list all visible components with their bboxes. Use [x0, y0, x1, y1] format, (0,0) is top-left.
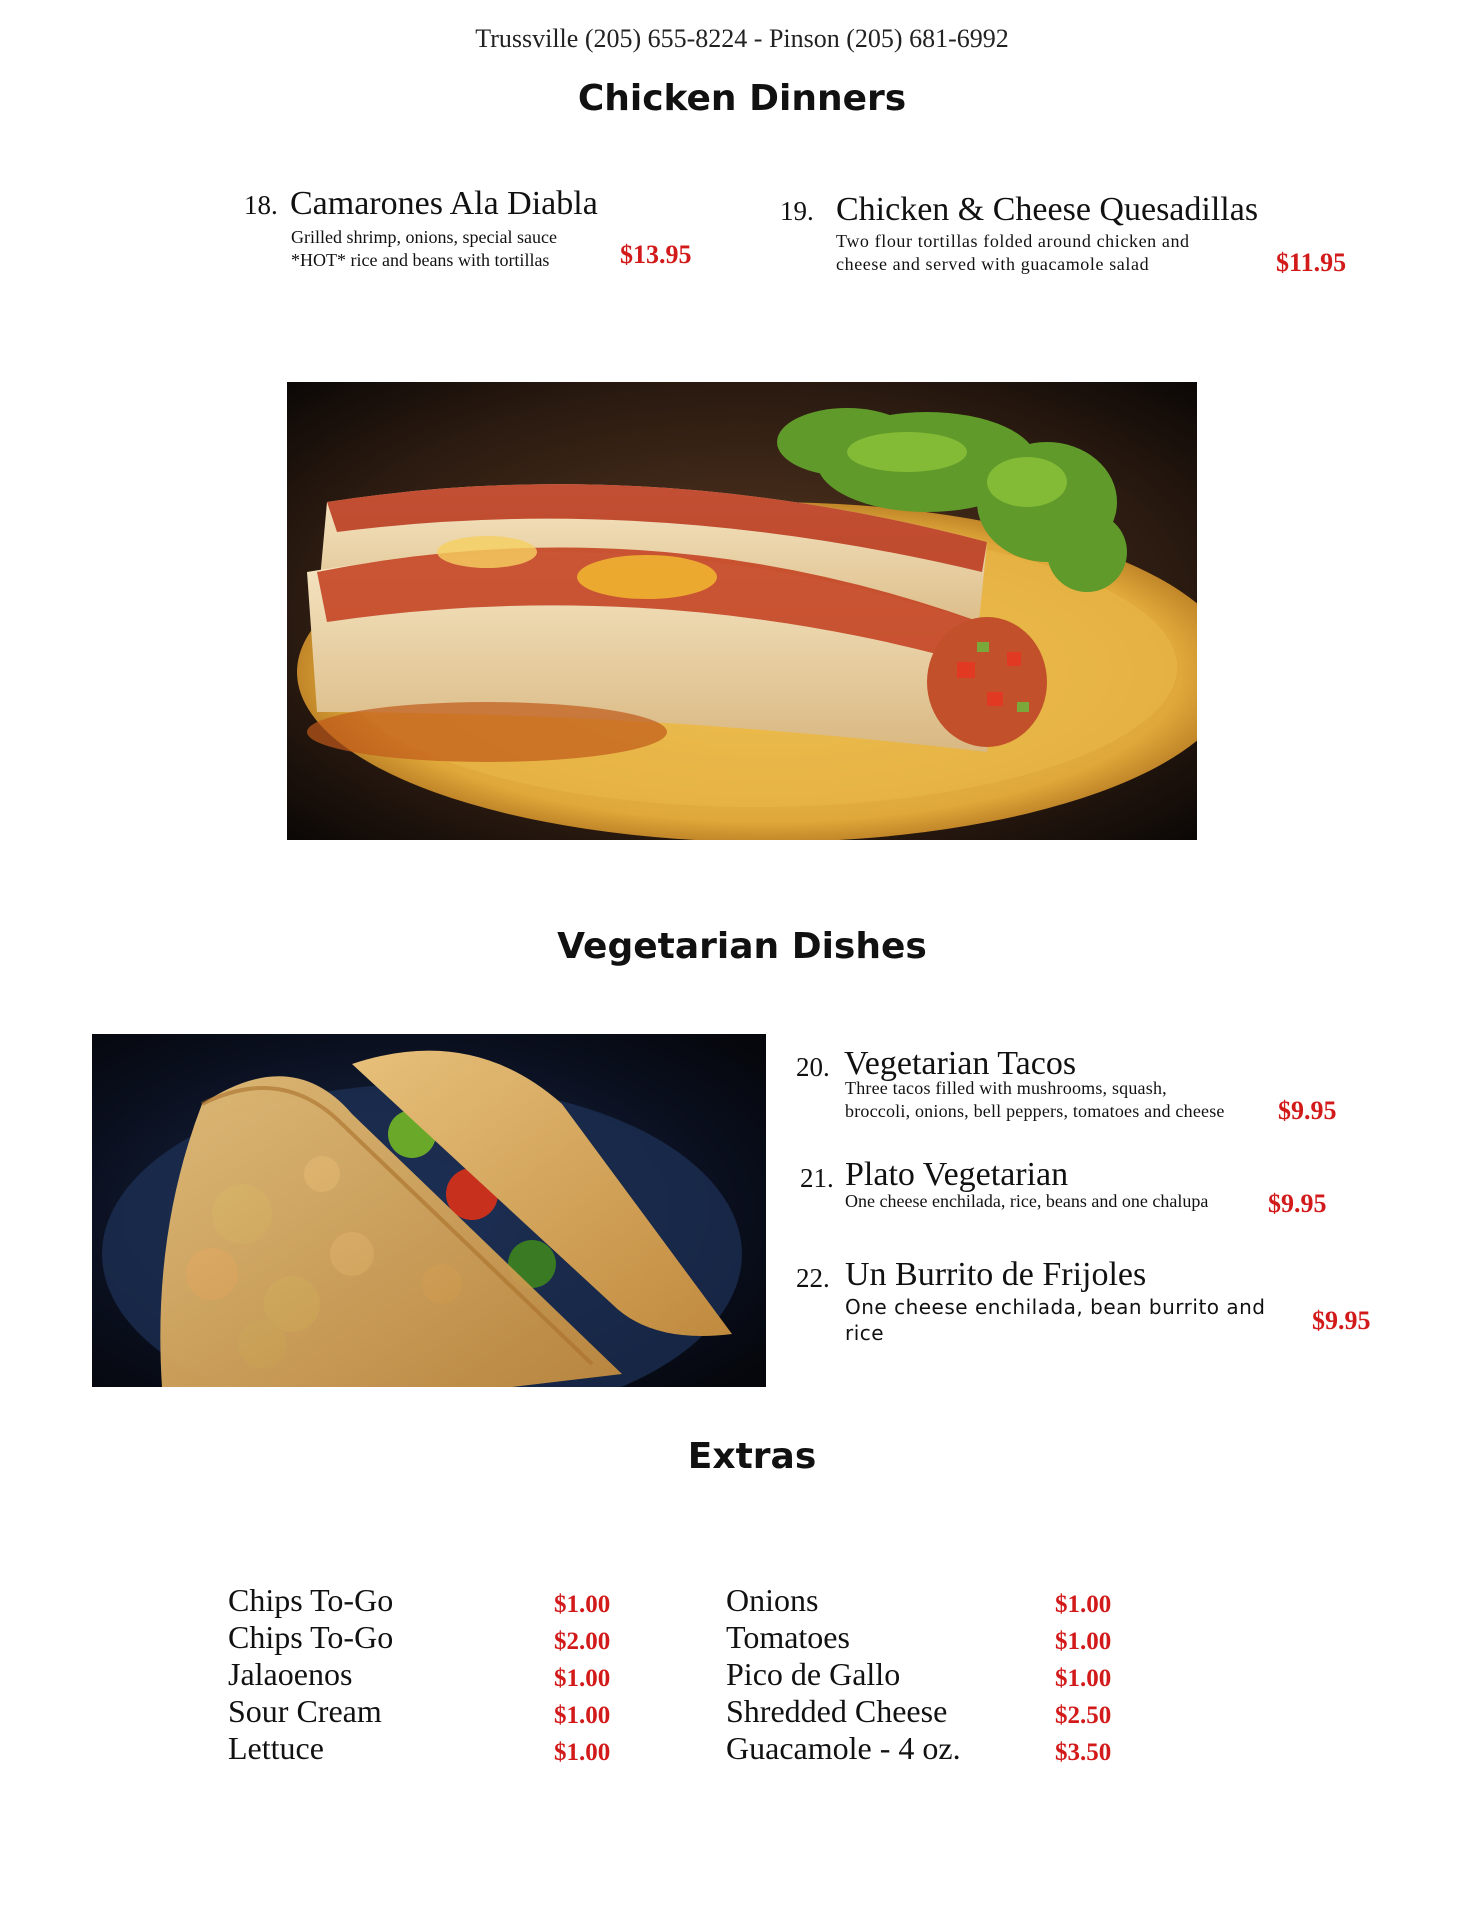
extra-item-name: Guacamole - 4 oz.	[726, 1730, 961, 1766]
extra-item-price: $1.00	[1055, 1665, 1112, 1692]
extra-item-name: Chips To-Go	[228, 1619, 394, 1655]
section-title-chicken: Chicken Dinners	[577, 78, 907, 119]
item-number: 19.	[780, 196, 814, 226]
extra-item-name: Tomatoes	[726, 1619, 850, 1655]
item-name: Chicken & Cheese Quesadillas	[836, 191, 1259, 228]
item-description: Three tacos filled with mushrooms, squash, broccoli, onions, bell peppers, tomatoes and cheese	[845, 1078, 1225, 1121]
enchiladas-photo	[287, 382, 1197, 840]
extra-item-price: $2.00	[554, 1628, 611, 1655]
item-description: One cheese enchilada, rice, beans and one chalupa	[845, 1191, 1209, 1211]
item-number: 20.	[796, 1052, 830, 1082]
extra-item-name: Onions	[726, 1582, 819, 1618]
item-name: Camarones Ala Diabla	[290, 185, 598, 222]
item-price: $9.95	[1312, 1306, 1371, 1335]
extra-item-price: $3.50	[1055, 1739, 1112, 1766]
item-number: 22.	[796, 1263, 830, 1293]
item-price: $11.95	[1276, 248, 1347, 277]
item-number: 21.	[800, 1163, 834, 1193]
item-description: One cheese enchilada, bean burrito and rice	[845, 1295, 1266, 1345]
extra-item-price: $2.50	[1055, 1702, 1112, 1729]
extra-item-price: $1.00	[554, 1665, 611, 1692]
veggie-tacos-photo	[92, 1034, 766, 1387]
item-price: $9.95	[1268, 1189, 1327, 1218]
extra-item-price: $1.00	[554, 1591, 611, 1618]
contact-header: Trussville (205) 655-8224 - Pinson (205) 681-6992	[475, 24, 1009, 53]
item-name: Un Burrito de Frijoles	[845, 1256, 1147, 1293]
item-price: $9.95	[1278, 1096, 1337, 1125]
section-title-vegetarian: Vegetarian Dishes	[557, 926, 927, 967]
extra-item-name: Sour Cream	[228, 1693, 382, 1729]
extra-item-price: $1.00	[554, 1702, 611, 1729]
extra-item-name: Jalaoenos	[228, 1656, 353, 1692]
item-description: Grilled shrimp, onions, special sauce *HOT* rice and beans with tortillas	[291, 227, 557, 270]
item-name: Vegetarian Tacos	[844, 1045, 1077, 1082]
extra-item-name: Chips To-Go	[228, 1582, 394, 1618]
item-number: 18.	[244, 190, 278, 220]
section-title-extras: Extras	[687, 1436, 817, 1477]
extra-item-price: $1.00	[1055, 1628, 1112, 1655]
extra-item-name: Pico de Gallo	[726, 1656, 901, 1692]
extra-item-name: Shredded Cheese	[726, 1693, 948, 1729]
extra-item-price: $1.00	[554, 1739, 611, 1766]
extra-item-price: $1.00	[1055, 1591, 1112, 1618]
item-price: $13.95	[620, 240, 692, 269]
extra-item-name: Lettuce	[228, 1730, 324, 1766]
item-description: Two flour tortillas folded around chicken and cheese and served with guacamole salad	[836, 231, 1190, 274]
item-name: Plato Vegetarian	[845, 1156, 1069, 1193]
